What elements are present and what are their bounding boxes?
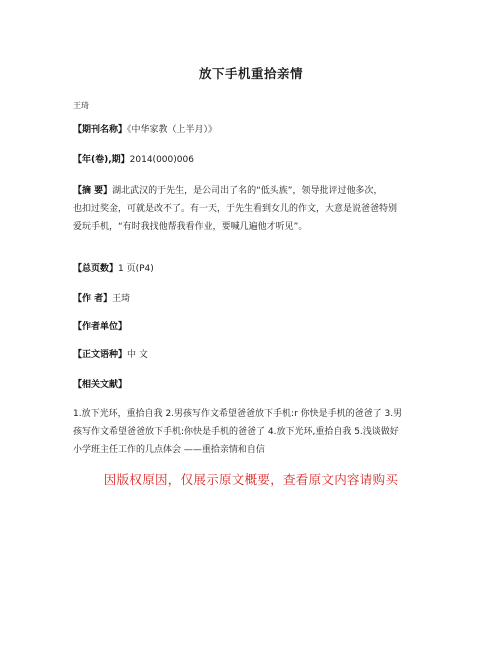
year-field [73,151,433,169]
abstract-block [73,182,435,236]
journal-value: 《中华家教（上半月）》 [127,125,218,135]
lang-field [73,346,433,364]
unit-field [73,318,433,336]
writer-label: 【作 者】 [73,294,113,304]
year-value: 2014(000)006 [129,155,194,165]
lang-value: 中 文 [127,350,148,360]
abstract-line-1 [73,182,435,200]
related-line-3: 小学班主任工作的几点体会 ——重拾亲情和自信 [73,445,265,455]
abstract-line-2: 也扣过奖金，可就是改不了。有一天，于先生看到女儿的作文，大意是说爸爸特别 [73,204,398,214]
author-name: 王琦 [73,101,89,110]
related-field [73,376,433,394]
related-line-2: 孩写作文希望爸爸放下手机:你快是手机的爸爸了 4.放下光环,重拾自我 5.浅谈做好 [73,427,399,437]
copyright-notice: 因版权原因，仅展示原文概要，查看原文内容请购买 [103,472,399,487]
abstract-line-3: 爱玩手机，“有时我找他帮我看作业，要喊几遍他才听见”。 [73,222,308,232]
journal-label: 【期刊名称】 [73,125,128,135]
lang-label: 【正文语种】 [73,350,128,360]
pages-field [73,260,433,278]
related-line-1: 1.放下光环，重拾自我 2.男孩写作文希望爸爸放下手机:r 你快是手机的爸爸了 3.男 [73,409,403,419]
pages-label: 【总页数】 [73,264,119,274]
unit-label: 【作者单位】 [73,322,128,332]
related-label: 【相关文献】 [73,380,128,390]
abstract-text-1: 湖北武汉的于先生，是公司出了名的“低头族”，领导批评过他多次， [112,186,383,196]
year-label: 【年(卷),期】 [73,155,130,165]
journal-field [73,121,433,139]
document-title: 放下手机重拾亲情 [198,66,303,81]
pages-value: 1 页(P4) [118,264,154,274]
writer-field [73,290,433,308]
writer-value: 王琦 [112,294,131,304]
related-list [73,405,435,459]
abstract-label: 【摘 要】 [73,186,113,196]
